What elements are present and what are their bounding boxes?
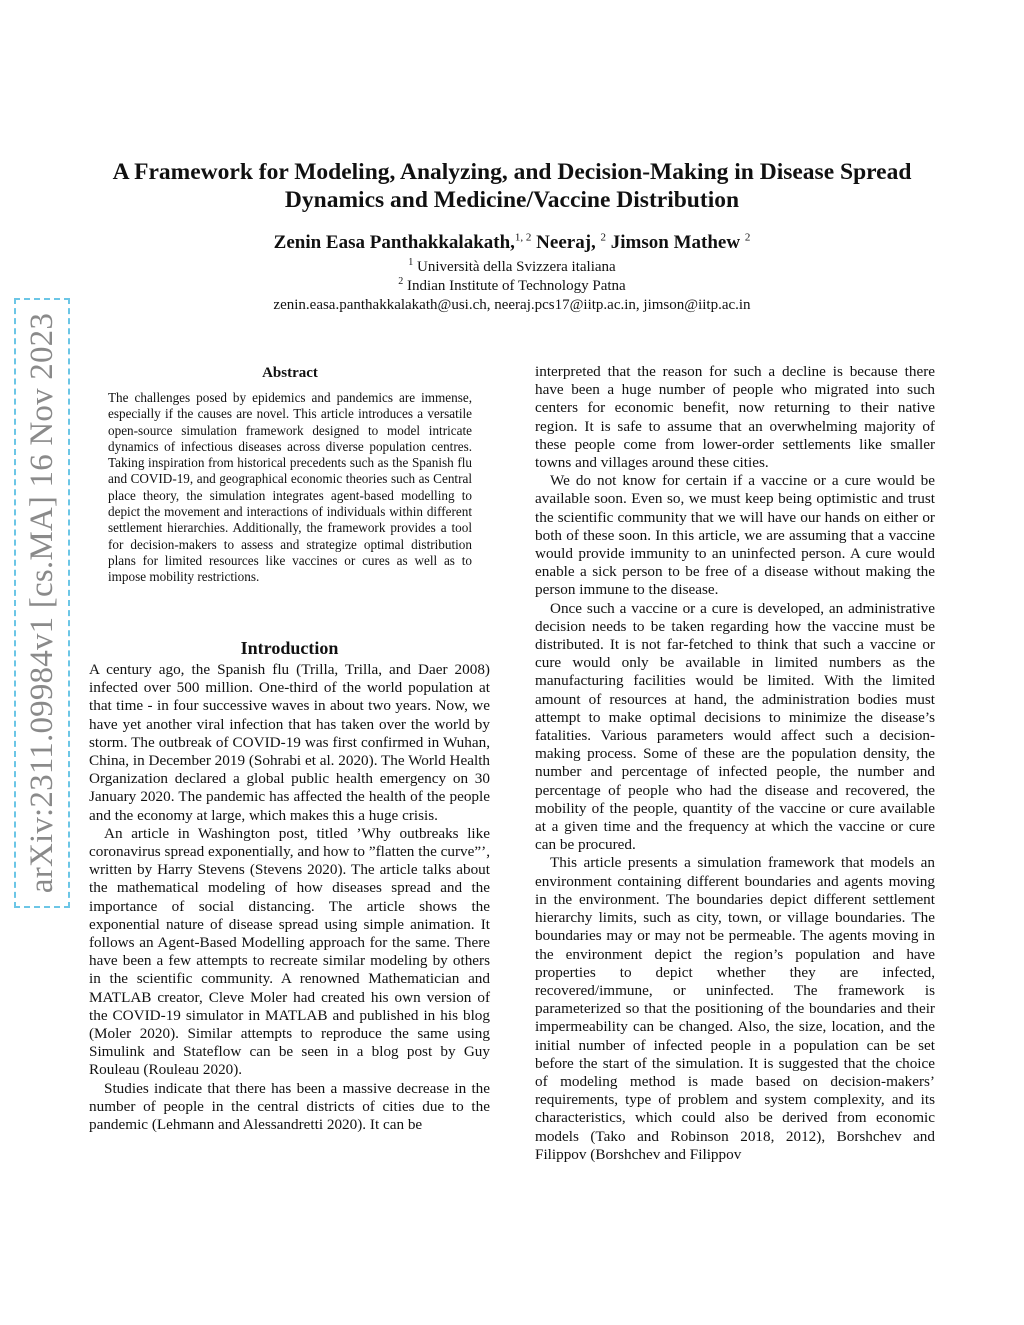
- affiliation: [80, 258, 944, 277]
- paragraph: Studies indicate that there has been a massive decrease in the number of people in the central districts of cities due to the pandemic (Lehmann and Alessandretti 2020). It can be: [89, 1079, 490, 1134]
- left-column-body: [89, 661, 490, 1134]
- affiliation-number: 1: [408, 257, 414, 268]
- paper-title: A Framework for Modeling, Analyzing, and Decision-Making in Disease Spread Dynamics and Medicine/Vaccine Distribution: [112, 159, 912, 213]
- paragraph: This article presents a simulation framework that models an environment containing different boundaries and agents moving in the environment. The boundaries depict different settlement hierarchy limits, such as city, town, or village boundaries. The boundaries may or may not be permeable. The agents moving in the environment depict the region’s population and have properties to depict whether they are infected, recovered/immune, or uninfected. The framework is parameterized so that the positioning of the boundaries and their impermeability can be changed. Also, the size, location, and the initial number of infected people in a population can be set before the start of the simulation. It is suggested that the choice of modeling method is made based on decision-makers’ requirements, type of problem and system complexity, and its characteristics, which could also be derived from economic models (Tako and Robinson 2018, 2012), Borshchev and Filippov (Borshchev and Filippov: [535, 854, 935, 1163]
- paragraph: We do not know for certain if a vaccine or a cure would be available soon. Even so, we must keep being optimistic and trust the scientific community that we will have our hands on either or both of these soon. In this article, we are assuming that a vaccine would provide immunity to an uninfected person. A cure would enable a sick person to be free of a disease without making the person immune to the disease.: [535, 472, 935, 599]
- author-name: Jimson Mathew: [610, 232, 741, 253]
- arxiv-identifier[interactable]: arXiv:2311.09984v1 [cs.MA] 16 Nov 2023: [24, 312, 60, 894]
- abstract-heading: Abstract: [262, 365, 318, 381]
- author-name: Neeraj,: [536, 232, 596, 253]
- author-affil-mark: 2: [600, 231, 607, 244]
- author-name: Zenin Easa Panthakkalakath,: [273, 232, 515, 253]
- author-affil-mark: 2: [744, 231, 751, 244]
- paragraph: Once such a vaccine or a cure is developed, an administrative decision needs to be taken regarding how the vaccine must be distributed. It is not far-fetched to think that such a vaccine or cure would only be available in limited numbers as the manufacturing facilities would be limited. With the limited amount of resources at hand, the administration bodies must attempt to make optimal decisions to minimize the disease’s fatalities. Various parameters would affect such a decision-making process. Some of these are the population density, the number and percentage of infected people, the number and percentage of people who had the disease and recovered, the mobility of the people, quantity of the vaccine or cure available at a given time and the frequency at which the vaccine or cure can be procured.: [535, 599, 935, 854]
- affiliation-name: Università della Svizzera italiana: [417, 259, 616, 275]
- paragraph: A century ago, the Spanish flu (Trilla, Trilla, and Daer 2008) infected over 500 million. One-third of the world population at that time - in four successive waves in about two years. Now, we have yet another viral infection that has taken over the world by storm. The outbreak of COVID-19 was first confirmed in Wuhan, China, in December 2019 (Sohrabi et al. 2020). The World Health Organization declared a global public health emergency on 30 January 2020. The pandemic has affected the health of the people and the economy at large, which makes this a huge crisis.: [89, 661, 491, 824]
- paper-header: [80, 158, 944, 315]
- abstract-section: [108, 364, 472, 586]
- affiliation-name: Indian Institute of Technology Patna: [407, 278, 626, 294]
- author-affil-mark: 1, 2: [514, 231, 532, 244]
- author-list: [80, 231, 944, 255]
- paragraph: An article in Washington post, titled ’Why outbreaks like coronavirus spread exponentially, and how to ”flatten the curve”’, written by Harry Stevens (Stevens 2020). The article talks about the mathematical modeling of how diseases spread and the importance of social distancing. The article shows the exponential nature of disease spread using simple animation. It follows an Agent-Based Modelling approach for the same. There have been a few attempts to recreate similar modeling by others in the scientific community. A renowned Mathematician and MATLAB creator, Cleve Moler had created his own version of the COVID-19 simulator in MATLAB and published in his blog (Moler 2020). Similar attempts to reproduce the same using Simulink and Stateflow can be seen in a blog post by Guy Rouleau (Rouleau 2020).: [89, 824, 490, 1079]
- abstract-text: The challenges posed by epidemics and pandemics are immense, especially if the causes are novel. This article introduces a versatile open-source simulation framework designed to model intricate dynamics of infectious diseases across diverse population centres. Taking inspiration from historical precedents such as the Spanish flu and COVID-19, and geographical economic theories such as Central place theory, the simulation integrates agent-based modelling to depict the movement and interactions of individuals within different settlement hierarchies. Additionally, the framework provides a tool for decision-makers to assess and strategize optimal distribution plans for limited resources like vaccines or cures as well as to impose mobility restrictions.: [108, 390, 472, 585]
- introduction-heading: Introduction: [240, 638, 339, 658]
- paragraph: interpreted that the reason for such a decline is because there have been a huge number of people who migrated into such centers for economic benefit, now returning to their native region. It is safe to assume that an overwhelming majority of these people come from lower-order settlements like smaller towns and villages around these cities.: [535, 363, 935, 472]
- author-emails[interactable]: zenin.easa.panthakkalakath@usi.ch, neeraj.pcs17@iitp.ac.in, jimson@iitp.ac.in: [273, 297, 751, 313]
- right-column-body: [535, 363, 935, 1164]
- affiliation-number: 2: [398, 276, 404, 287]
- affiliations: [80, 258, 944, 315]
- affiliation: [80, 277, 944, 296]
